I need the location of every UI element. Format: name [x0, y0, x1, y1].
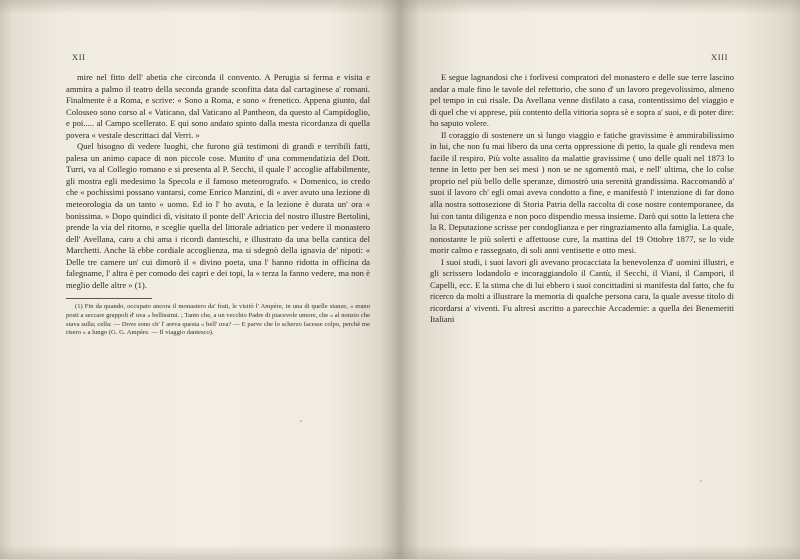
paragraph: mire nel fitto dell' abetia che circonda il convento. A Perugia si ferma e visita e ammira a palmo il teatro della seconda grande sconfitta data dal cartaginese a' romani. Finalmente è a Roma, e scrive: « Sono a Roma, e sono « frenetico. Appena giunto, dal Colosseo sono corso al « Vaticano, dal Vaticano al Pantheon, da questo al Campidoglio, e poi..... al Campo scellerato. E qui sono andato spinto dalla mesta ricordanza di quella povera « vestale descrittaci dal Verri. » [66, 72, 370, 140]
footnote: (1) Fin da quando, occupato ancora il monastero da' frati, le visitò l' Ampère, in una di quelle stanze, « erano posti a seccare grappoli d' uva « bellissimi. ; Tanto che, a un vecchio Padre di piacevole umore, che « al nonzio che stava sulla; cella: — Dove sono ch' l' areva questa « bell' uva? — E parve che lo scherzo facesse colpo, perchè me risero « a lungo (G. G. Ampère. — Il viaggio dantesco). [66, 303, 370, 337]
page-number-right: XIII [710, 52, 728, 62]
paper-speck [120, 160, 122, 162]
paper-speck [700, 480, 702, 482]
paper-speck [610, 140, 612, 142]
paragraph: I suoi studi, i suoi lavori gli avevano procacciata la benevolenza d' uomini illustri, e gli scrissero lodandolo e incoraggiandolo il Cantù, il Secchi, il Viani, il Campori, il Capelli, ecc. E la stima che di lui ebbero i suoi concittadini si manifesta dal fatto, che fu ricerco da molti a illustrare la memoria di qualche persona cara, la quale avesse titolo di ricordarsi a' viventi. Fu altresì ascritto a parecchie Accademie: a quella dei Benemeriti Italiani [430, 256, 734, 325]
footnote-separator [66, 298, 152, 299]
right-page [400, 0, 800, 559]
paragraph: E segue lagnandosi che i forlivesi compratori del monastero e delle sue terre lascino andar a male fino le tavole del refettorio, che sono d' un lavoro pregevolissimo, almeno pel tempo in cui risale. Da Avellana venne disfilato a casa, contentissimo del viaggio e di quel che vi apprese, più contento della vittoria sopra sè e sopra a' suoi, e di poter dire: ho saputo volere. [430, 72, 734, 129]
paragraph: Quel bisogno di vedere luoghi, che furono già testimoni di grandi e terribili fatti, palesa un animo capace di non piccole cose. Munito d' una commendatizia del Dott. Turri, va al Collegio romano e si presenta al P. Secchi, il quale l' accoglie affabilmente, gli mostra egli medesimo la Specola e il famoso meteorografo. « Domenico, io credo che « pochissimi possano vantarsi, come Enrico Manzini, di « aver avuto una lezione di meteorologia da un tanto « uomo. Ed io l' ho avuta, e la lezione è durata un' ora « bonissima. » Dopo quindici dì, visitato il ponte dell' Ariccia del nostro illustre Bertolini, prende la via del ritorno, e sceglie quella del littorale adriatico per vedere il monastero dell' Avellana, caro a chi ama i ricordi danteschi, e illustrato da una bella cantica del Marchetti. Anche là ebbe cordiale accoglienza, ma si sdegnò della ignavia de' nipoti: « Delle tre camere un' cui dimorò il « divino poeta, una l' hanno ridotta in officina da falegname, l' altra è per comodo dei capri e dei topi, la « terza la fanno vedere, ma non è meglio delle altre » (1). [66, 141, 370, 290]
right-page-text-column [430, 72, 734, 326]
paper-speck [300, 420, 302, 422]
page-number-left: XII [72, 52, 86, 62]
left-page-text-column [66, 72, 370, 338]
paragraph: Il coraggio di sostenere un sì lungo viaggio e fatiche gravissime è ammirabilissimo in lui, che non fu mai libero da una certa oppressione di petto, la quale gli rendeva men facile il respiro. Più volte assalito da malattie gravissime ( uno delle quali nel 1873 lo tenne in letto per ben sei mesi ) non se ne sgomentò mai, e nell' ultima, che lo colse proprio nel più bello delle speranze, dimostrò una serenità grandissima. Raccomandò a' suoi il lavoro ch' egli omai aveva condotto a fine, e manifestò l' intenzione di far dono alla nostra sottosezione di Storia Patria della raccolta di cose nostre contemporanee, da lui con tanta diligenza e non poco dispendio messa insieme. Darò qui sotto la lettera che la R. Deputazione scrisse per condoglianza e per ringraziamento alla famiglia. La quale, nonostante le più solerti e affettuose cure, la mattina del 19 Ottobre 1877, se lo vide morir calmo e rassegnato, di soli anni ventisette e otto mesi. [430, 129, 734, 256]
